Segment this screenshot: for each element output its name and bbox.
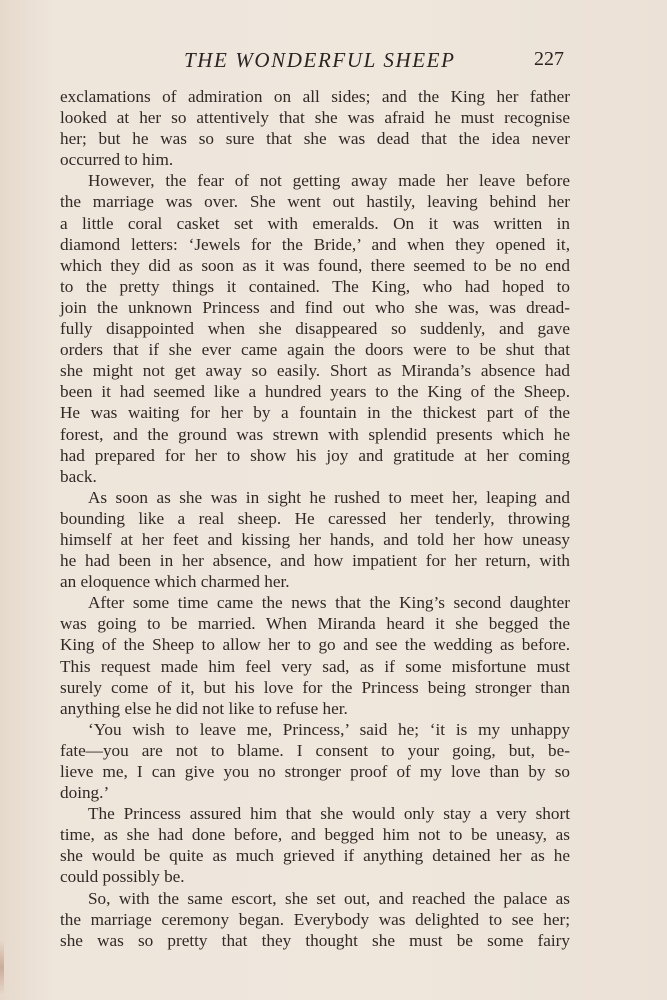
text-line: However, the fear of not getting away made her leave before bbox=[88, 171, 570, 191]
text-line: could possibly be. bbox=[60, 867, 185, 887]
text-line: occurred to him. bbox=[60, 150, 174, 170]
page-number: 227 bbox=[534, 48, 564, 70]
text-line: the marriage ceremony began. Everybody was delighted to see her; bbox=[60, 909, 570, 929]
text-line: orders that if she ever came again the doors were to be shut that bbox=[60, 340, 570, 360]
text-line: she might not get away so easily. Short as Miranda’s absence had bbox=[60, 361, 570, 381]
page-header bbox=[60, 48, 570, 74]
text-line: been it had seemed like a hundred years to the King of the Sheep. bbox=[60, 382, 570, 402]
text-line: lieve me, I can give you no stronger proof of my love than by so bbox=[60, 762, 570, 781]
text-line: forest, and the ground was strewn with splendid presents which he bbox=[60, 424, 570, 444]
text-line: which they did as soon as it was found, there seemed to be no end bbox=[60, 255, 570, 275]
text-line: to the pretty things it contained. The King, who had hoped to bbox=[60, 276, 570, 296]
text-line: the marriage was over. She went out hastily, leaving behind her bbox=[60, 192, 570, 212]
text-line: diamond letters: ‘Jewels for the Bride,’ and when they opened it, bbox=[60, 234, 570, 254]
running-title: THE WONDERFUL SHEEP bbox=[184, 48, 456, 72]
page-edge-stain bbox=[0, 940, 4, 995]
text-line: The Princess assured him that she would only stay a very short bbox=[88, 804, 570, 824]
text-line: had prepared for her to show his joy and gratitude at her coming bbox=[60, 445, 570, 465]
text-line: This request made him feel very sad, as if some misfortune must bbox=[60, 656, 570, 676]
text-line: So, with the same escort, she set out, and reached the palace as bbox=[88, 888, 570, 908]
text-line: After some time came the news that the King’s second daughter bbox=[88, 593, 570, 613]
text-line: himself at her feet and kissing her hands, and told her how uneasy bbox=[60, 529, 570, 549]
text-line: was going to be married. When Miranda heard it she begged the bbox=[60, 614, 570, 634]
text-line: back. bbox=[60, 466, 97, 486]
text-line: he had been in her absence, and how impatient for her return, with bbox=[60, 551, 570, 571]
text-line: she would be quite as much grieved if anything detained her as he bbox=[60, 846, 570, 866]
body-text bbox=[60, 86, 570, 951]
text-line: time, as she had done before, and begged him not to be uneasy, as bbox=[60, 825, 570, 845]
text-line: a little coral casket set with emeralds. On it was written in bbox=[60, 213, 570, 233]
text-line: fate—you are not to blame. I consent to your going, but, be- bbox=[60, 740, 570, 760]
text-line: fully disappointed when she disappeared so suddenly, and gave bbox=[60, 319, 570, 339]
text-line: exclamations of admiration on all sides; and the King her father bbox=[60, 87, 570, 106]
text-line: her; but he was so sure that she was dead that the idea never bbox=[60, 129, 570, 149]
text-line: join the unknown Princess and find out who she was, was dread- bbox=[60, 297, 570, 317]
text-line: ‘You wish to leave me, Princess,’ said he; ‘it is my unhappy bbox=[88, 719, 570, 739]
text-line: surely come of it, but his love for the Princess being stronger than bbox=[60, 677, 570, 697]
text-line: As soon as she was in sight he rushed to meet her, leaping and bbox=[88, 487, 570, 507]
text-line: doing.’ bbox=[60, 783, 110, 803]
text-line: King of the Sheep to allow her to go and see the wedding as before. bbox=[60, 635, 570, 655]
text-line: looked at her so attentively that she was afraid he must recognise bbox=[60, 108, 570, 128]
text-line: anything else he did not like to refuse her. bbox=[60, 698, 348, 718]
text-line: she was so pretty that they thought she must be some fairy bbox=[60, 930, 570, 950]
text-line: He was waiting for her by a fountain in the thickest part of the bbox=[60, 403, 570, 423]
text-line: an eloquence which charmed her. bbox=[60, 572, 290, 592]
text-line: bounding like a real sheep. He caressed her tenderly, throwing bbox=[60, 508, 570, 528]
